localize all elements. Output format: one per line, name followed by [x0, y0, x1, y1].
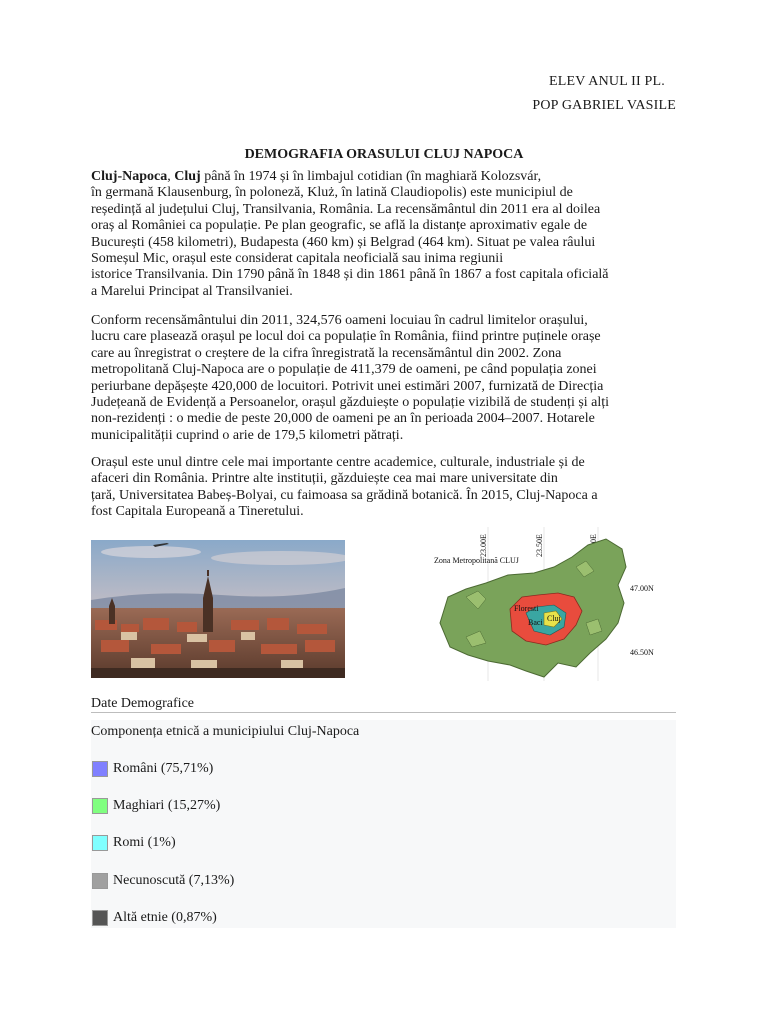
legend-label: Maghiari (15,27%) — [113, 798, 221, 813]
map-area-label: Floresti — [514, 604, 539, 613]
text-line: periurbane depășește 420,000 de locuitori. Potrivit unei estimări 2007, furnizată de Direcția — [91, 378, 604, 394]
section-heading-demographics: Date Demografice — [91, 696, 194, 711]
legend-item-romi — [92, 834, 176, 852]
text-line: țară, Universitatea Babeș-Bolyai, cu faimoasa sa grădină botanică. În 2015, Cluj-Napoca a — [91, 487, 598, 503]
legend-swatch — [92, 910, 108, 926]
text-line: în germană Klausenburg, în poloneză, Kluż, în latină Claudiopolis) este municipiul de — [91, 185, 573, 201]
text-line: Orașul este unul dintre cele mai importante centre academice, culturale, industriale și de — [91, 455, 585, 470]
map-lon-label: 23.00E — [479, 534, 488, 557]
legend-label: Necunoscută (7,13%) — [113, 873, 235, 888]
text-line: oraș al României ca populație. Pe plan geografic, se află la distanțe aproximativ egale de — [91, 218, 588, 234]
city-short-bold: Cluj — [174, 169, 201, 184]
text-line: București (458 kilometri), Budapesta (460 km) și Belgrad (464 km). Situat pe valea râului — [91, 234, 596, 250]
legend-label: Romi (1%) — [113, 835, 176, 850]
text-line: lucru care plasează orașul pe locul doi ca populație în România, fiind printre puținele orașe — [91, 329, 601, 345]
legend-swatch — [92, 761, 108, 777]
text-line: istorice Transilvania. Din 1790 până în 1848 și din 1861 până în 1867 a fost capitala oficială — [91, 267, 609, 283]
legend-label: Altă etnie (0,87%) — [113, 910, 217, 925]
legend-item-alta-etnie — [92, 909, 217, 927]
lead-separator: , — [167, 169, 175, 184]
text-line: fost Capitala Europeană a Tineretului. — [91, 504, 304, 520]
map-lat-label: 47.00N — [630, 584, 654, 593]
legend-swatch — [92, 798, 108, 814]
author-name-line: POP GABRIEL VASILE — [532, 98, 676, 113]
text-line: Conform recensământului din 2011, 324,576 oameni locuiau în cadrul limitelor orașului, — [91, 313, 588, 328]
map-area-label: Baci — [528, 618, 543, 627]
document-title: DEMOGRAFIA ORASULUI CLUJ NAPOCA — [244, 147, 524, 162]
legend-label: Români (75,71%) — [113, 761, 214, 776]
section-divider — [91, 712, 676, 713]
population-paragraph — [91, 313, 676, 444]
city-name-bold: Cluj-Napoca — [91, 169, 168, 184]
legend-swatch — [92, 873, 108, 889]
intro-paragraph — [91, 169, 676, 300]
map-lat-label: 46.50N — [630, 648, 654, 657]
legend-item-romani — [92, 760, 213, 778]
city-panorama-photo — [91, 540, 345, 678]
intro-line-1 — [91, 169, 676, 185]
legend-swatch — [92, 835, 108, 851]
text-line: afaceri din România. Printre alte instituții, găzduiește cea mai mare universitate din — [91, 471, 558, 487]
map-title: Zona Metropolitană CLUJ — [434, 556, 519, 565]
text-line: Județeană de Evidență a Persoanelor, orașul găzduiește o populație vizibilă de studenți și alți — [91, 395, 610, 411]
map-lon-label: 23.50E — [535, 534, 544, 557]
legend-item-maghiari — [92, 797, 220, 815]
text-line: care au înregistrat o creștere de la cifra înregistrată la recensământul din 2002. Zona — [91, 345, 562, 361]
text-line: municipalității cuprind o arie de 179,5 kilometri pătrați. — [91, 427, 404, 443]
intro-line-1-rest: până în 1974 și în limbajul cotidian (în maghiară Kolozsvár, — [200, 169, 542, 184]
text-line: metropolitană Cluj-Napoca are o populație de 411,379 de oameni, pe când populația zonei — [91, 362, 597, 378]
text-line: Someșul Mic, orașul este considerat capitala neoficială sau inima regiunii — [91, 251, 504, 267]
map-area-label: Cluj — [547, 614, 561, 623]
metropolitan-zone-map — [426, 527, 662, 681]
legend-title: Componența etnică a municipiului Cluj-Napoca — [91, 724, 360, 739]
text-line: reședință al județului Cluj, Transilvania, România. La recensământul din 2011 era al doilea — [91, 201, 601, 217]
legend-item-necunoscuta — [92, 872, 234, 890]
text-line: a Marelui Principat al Transilvaniei. — [91, 283, 293, 299]
education-paragraph — [91, 455, 676, 521]
ethnic-composition-legend — [91, 720, 676, 928]
author-class-line: ELEV ANUL II PL. — [549, 74, 665, 89]
text-line: non-rezidenți : o medie de peste 20,000 de oameni pe an în perioada 2004–2007. Hotarele — [91, 411, 595, 427]
